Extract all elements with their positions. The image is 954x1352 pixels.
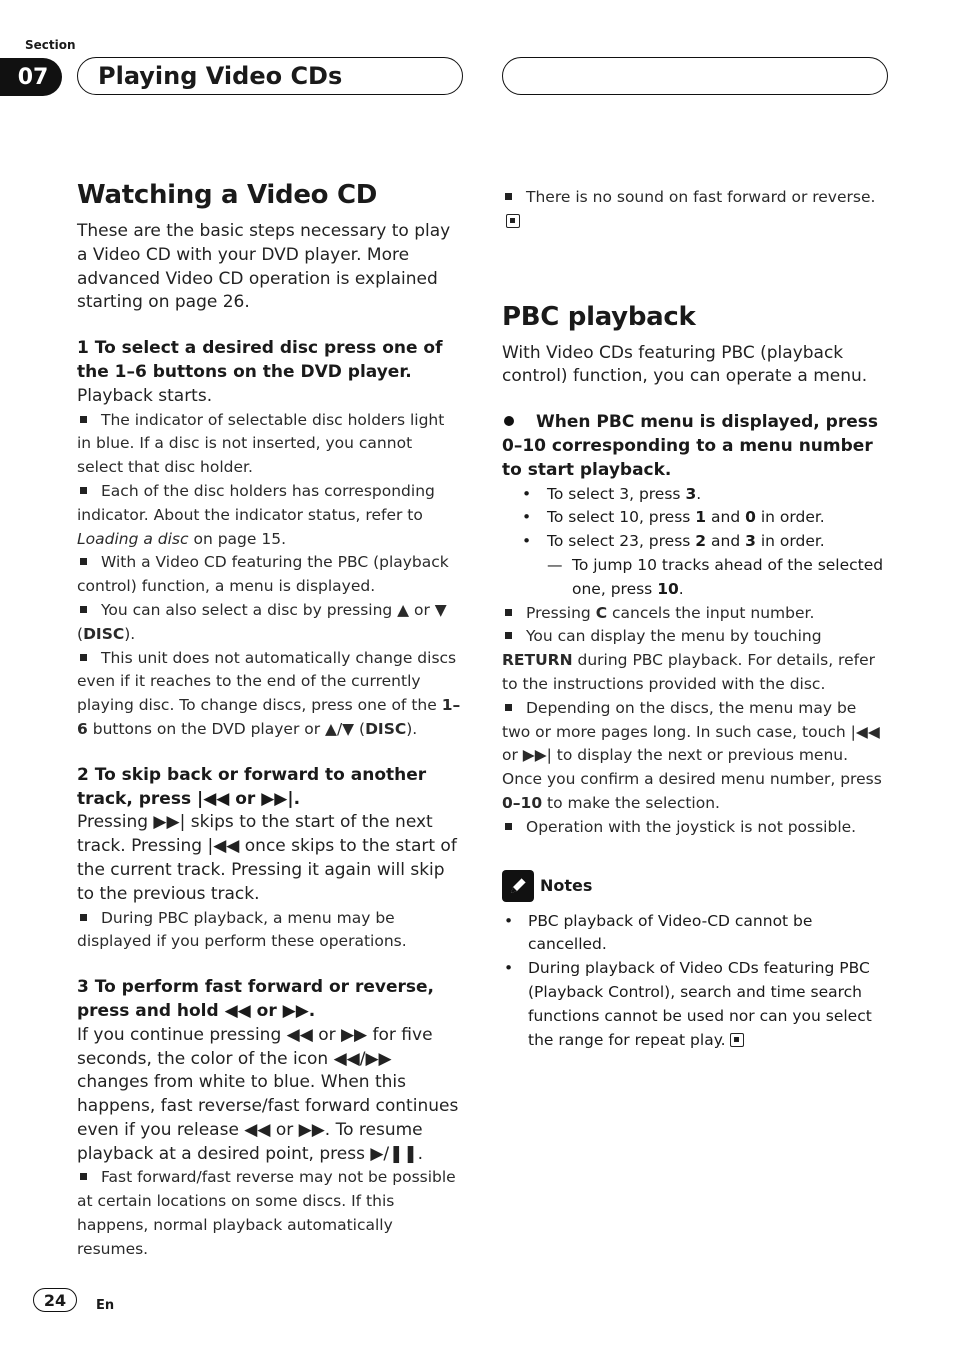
note-pbc-search: • During playback of Video CDs featuring PBC (Playback Control), search and time search functions cannot be used nor can you select the range for repeat play. [502,957,886,1052]
fast-forward-sound-note: There is no sound on fast forward or reverse. [502,186,886,234]
section-label: Section [25,38,76,52]
step-1-result: Playback starts. [77,385,213,406]
select-examples-list [502,483,886,554]
pencil-icon [502,870,534,902]
section-number-badge: 07 [0,58,62,96]
square-bullet-icon [80,914,87,921]
square-bullet-icon [505,704,512,711]
round-bullet-icon [504,416,514,426]
end-mark-icon [730,1033,744,1047]
end-mark-icon [506,214,520,228]
square-bullet-icon [80,1173,87,1180]
language-code: En [96,1298,115,1313]
step-1-note-3: With a Video CD featuring the PBC (playback control) function, a menu is displayed. [77,553,449,596]
pbc-intro: With Video CDs featuring PBC (playback control) function, you can operate a menu. [502,342,868,387]
square-bullet-icon [80,416,87,423]
step-2-body: Pressing ▶▶| skips to the start of the next track. Pressing |◀◀ once skips to the start of the current track. Pressing it again will skip to the previous track. [77,812,457,904]
step-3-body: If you continue pressing ◀◀ or ▶▶ for five seconds, the color of the icon ◀◀/▶▶ changes from white to blue. When this happens, fast reverse/fast forward continues even if you release ◀◀ or ▶▶. To resume playback at a desired point, press ▶/❚❚. [77,1024,459,1164]
step-1-note-2: Each of the disc holders has corresponding indicator. About the indicator status, refer to Loading a disc on page 15. [77,481,435,548]
right-column [502,186,886,1052]
notes-title: Notes [540,876,593,896]
heading-watching-video-cd: Watching a Video CD [77,180,378,210]
square-bullet-icon [80,606,87,613]
square-bullet-icon [80,558,87,565]
example-select-3: • To select 3, press 3. [502,483,886,507]
header-right-frame [502,57,888,95]
step-1-note-4: You can also select a disc by pressing ▲ or ▼ (DISC). [77,600,447,643]
pbc-note-joystick: Operation with the joystick is not possible. [502,816,886,840]
square-bullet-icon [80,487,87,494]
note-pbc-cancel: • PBC playback of Video-CD cannot be cancelled. [502,910,886,958]
square-bullet-icon [505,823,512,830]
pbc-note-pages: Depending on the discs, the menu may be two or more pages long. In such case, touch |◀◀ or ▶▶| to display the next or previous menu. Once you confirm a desired menu number, press 0–10 to make the selection. [502,698,882,812]
pbc-note-cancel: Pressing C cancels the input number. [502,602,886,626]
square-bullet-icon [505,609,512,616]
left-column [77,180,462,1262]
step-2-note: During PBC playback, a menu may be displayed if you perform these operations. [77,908,407,951]
page-number: 24 [33,1288,77,1312]
heading-pbc-playback: PBC playback [502,301,696,332]
intro-paragraph: These are the basic steps necessary to play a Video CD with your DVD player. More advanced Video CD operation is explained starting on page 26. [77,221,451,313]
example-select-23: • To select 23, press 2 and 3 in order. [502,530,886,554]
step-3-note: Fast forward/fast reverse may not be possible at certain locations on some discs. If this happens, normal playback automatically resumes. [77,1168,456,1258]
square-bullet-icon [505,632,512,639]
step-1-note-5: This unit does not automatically change discs even if it reaches to the end of the currently playing disc. To change discs, press one of the 1–6 buttons on the DVD player or ▲/▼ (DISC). [77,648,461,738]
notes-list [502,910,886,1053]
pbc-note-return: You can display the menu by touching RETURN during PBC playback. For details, refer to the instructions provided with the disc. [502,627,875,693]
step-1-title: 1 To select a desired disc press one of the 1–6 buttons on the DVD player. [77,338,443,382]
square-bullet-icon [505,193,512,200]
notes-header [502,870,886,902]
loading-disc-reference: Loading a disc [77,529,189,548]
square-bullet-icon [80,654,87,661]
step-2-title: 2 To skip back or forward to another track, press |◀◀ or ▶▶|. [77,764,427,809]
step-1-note-1: The indicator of selectable disc holders light in blue. If a disc is not inserted, you cannot select that disc holder. [77,410,445,477]
step-3-title: 3 To perform fast forward or reverse, press and hold ◀◀ or ▶▶. [77,977,434,1021]
pbc-step-title: When PBC menu is displayed, press 0–10 corresponding to a menu number to start playback. [502,412,878,480]
chapter-title: Playing Video CDs [77,57,463,95]
example-select-10: • To select 10, press 1 and 0 in order. [502,506,886,530]
jump-10-tracks-item: — To jump 10 tracks ahead of the selected one, press 10. [547,555,884,598]
